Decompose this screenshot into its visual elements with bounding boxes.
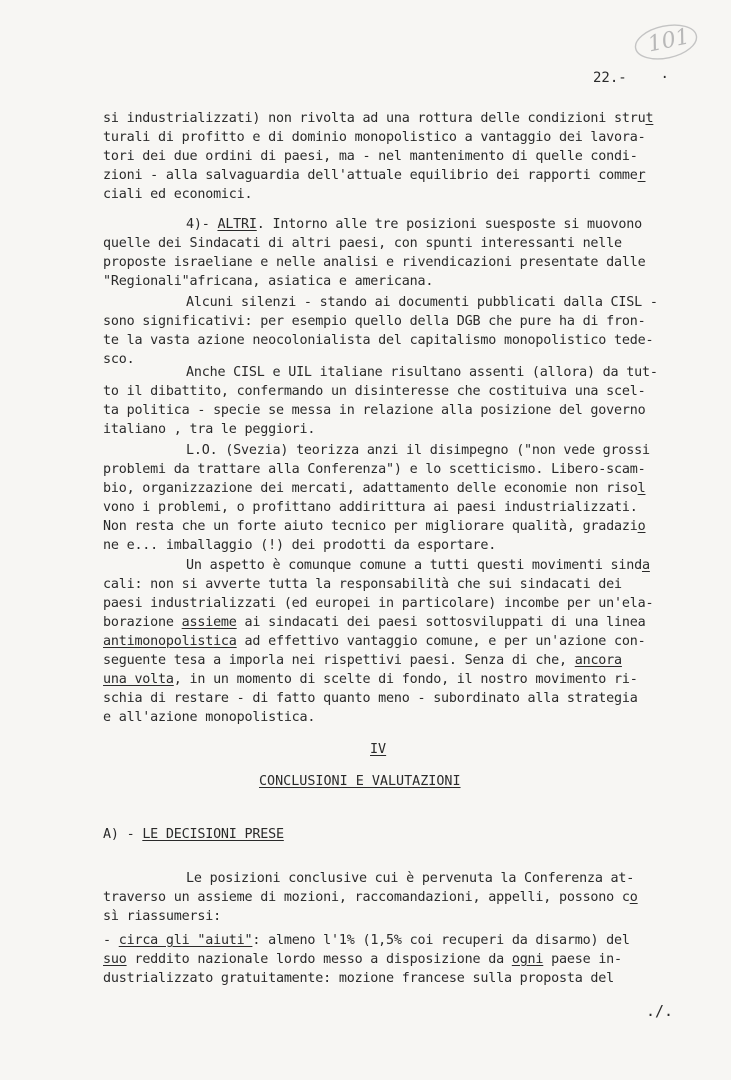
continuation-mark: ./. [646, 1002, 674, 1020]
text-line: bio, organizzazione dei mercati, adattamento delle economie non risol [103, 481, 646, 496]
subsection-heading: A) - LE DECISIONI PRESE [103, 827, 284, 842]
text-line: L.O. (Svezia) teorizza anzi il disimpegno ("non vede grossi [186, 443, 650, 458]
text-line: Un aspetto è comunque comune a tutti questi movimenti sinda [186, 558, 650, 573]
text-line: paesi industrializzati (ed europei in particolare) incombe per un'ela- [103, 596, 654, 611]
text-line: italiano , tra le peggiori. [103, 422, 316, 437]
text-line: antimonopolistica ad effettivo vantaggio comune, e per un'azione con- [103, 634, 646, 649]
text-line: Non resta che un forte aiuto tecnico per migliorare qualità, gradazio [103, 519, 646, 534]
text-line: vono i problemi, o profittano addirittura ai paesi industrializzati. [103, 500, 638, 515]
text-line: una volta, in un momento di scelte di fondo, il nostro movimento ri- [103, 672, 638, 687]
text-line: proposte israeliane e nelle analisi e rivendicazioni presentate dalle [103, 255, 646, 270]
text-line: borazione assieme ai sindacati dei paesi sottosviluppati di una linea [103, 615, 646, 630]
text-line: tori dei due ordini di paesi, ma - nel mantenimento di quelle condi- [103, 149, 638, 164]
text-line: suo reddito nazionale lordo messo a disposizione da ogni paese in- [103, 952, 622, 967]
text-line: quelle dei Sindacati di altri paesi, con spunti interessanti nelle [103, 236, 622, 251]
section-numeral: IV [370, 742, 387, 757]
text-line: ta politica - specie se messa in relazione alla posizione del governo [103, 403, 646, 418]
text-line: Anche CISL e UIL italiane risultano assenti (allora) da tut- [186, 365, 658, 380]
text-line: ne e... imballaggio (!) dei prodotti da esportare. [103, 538, 497, 553]
text-line: si industrializzati) non rivolta ad una rottura delle condizioni strut [103, 111, 654, 126]
text-line: to il dibattito, confermando un disinteresse che costituiva una scel- [103, 384, 646, 399]
text-line: e all'azione monopolistica. [103, 710, 316, 725]
text-line: sco. [103, 352, 135, 367]
text-line: zioni - alla salvaguardia dell'attuale equilibrio dei rapporti commer [103, 168, 646, 183]
section-title-altri: ALTRI [217, 217, 257, 232]
text-line: problemi da trattare alla Conferenza") e lo scetticismo. Libero-scam- [103, 462, 646, 477]
text-line: te la vasta azione neocolonialista del capitalismo monopolistico tede- [103, 333, 654, 348]
text-line: sono significativi: per esempio quello della DGB che pure ha di fron- [103, 314, 646, 329]
text-line: schia di restare - di fatto quanto meno - subordinato alla strategia [103, 691, 638, 706]
text-line: seguente tesa a imporla nei rispettivi paesi. Senza di che, ancora [103, 653, 622, 668]
text-line: cali: non si avverte tutta la responsabilità che sui sindacati dei [103, 577, 622, 592]
handwritten-page-note: 101 [629, 15, 704, 68]
text-line: traverso un assieme di mozioni, raccomandazioni, appelli, possono co [103, 890, 638, 905]
text-line: turali di profitto e di dominio monopolistico a vantaggio dei lavora- [103, 130, 646, 145]
page-number: 22.- · [593, 70, 669, 86]
text-line: "Regionali"africana, asiatica e americana. [103, 274, 434, 289]
text-line: 4)- ALTRI. Intorno alle tre posizioni suesposte si muovono [186, 217, 642, 232]
bullet-item: - circa gli "aiuti": almeno l'1% (1,5% coi recuperi da disarmo) del [103, 933, 630, 948]
text-line: Alcuni silenzi - stando ai documenti pubblicati dalla CISL - [186, 295, 658, 310]
text-line: dustrializzato gratuitamente: mozione francese sulla proposta del [103, 971, 615, 986]
text-line: ciali ed economici. [103, 187, 253, 202]
text-line: Le posizioni conclusive cui è pervenuta la Conferenza at- [186, 871, 635, 886]
section-title: CONCLUSIONI E VALUTAZIONI [259, 774, 461, 789]
text-line: sì riassumersi: [103, 909, 221, 924]
